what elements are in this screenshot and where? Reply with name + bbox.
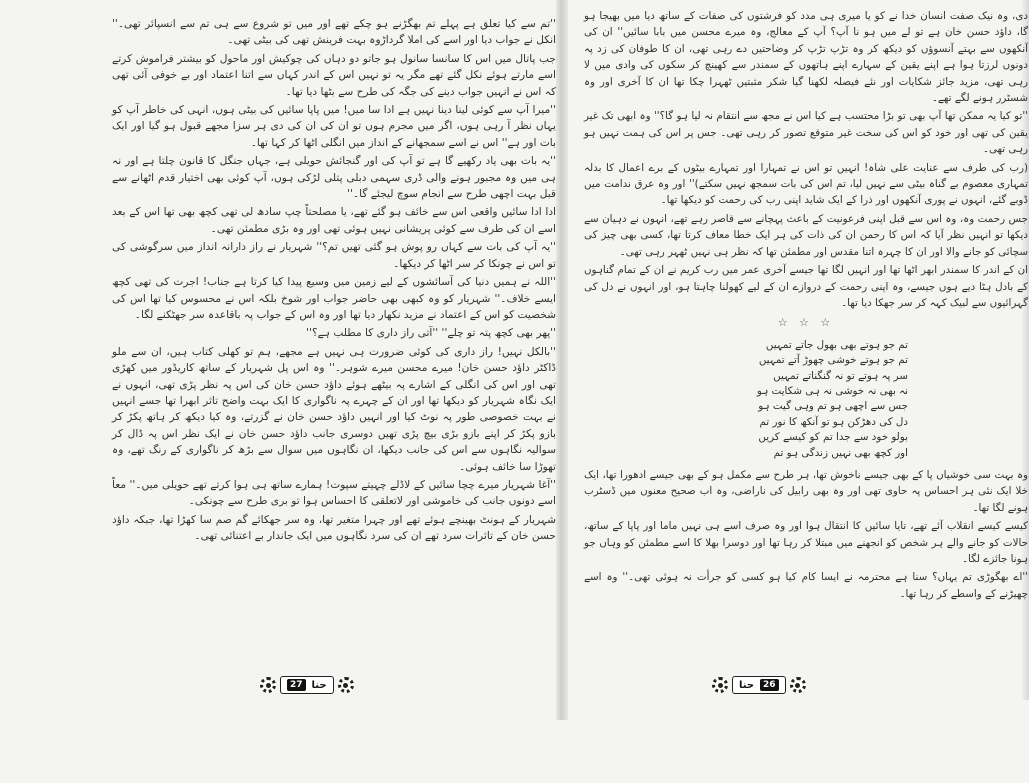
poem-line: تم جو ہوتے بھی بھول جاتے تمہیں xyxy=(765,338,908,351)
ornament-icon xyxy=(790,677,806,693)
poem-line: دل کی دھڑکن ہو تو آنکھ کا نور تم xyxy=(759,415,908,428)
poem-line: سر پہ ہوتے تو نہ گنگناتے تمہیں xyxy=(773,369,908,382)
poem-line: تم جو ہوتے خوشی چھوڑ آتے تمہیں xyxy=(758,354,908,367)
poem-line: نہ بھی نہ خوشی نہ ہی شکایت ہو xyxy=(756,384,908,397)
footer-band xyxy=(732,676,786,694)
page-gutter xyxy=(556,0,568,720)
paragraph: ان کے اندر کا سمندر ابھر اٹھا تھا اور انہیں لگا تھا جیسے آخری عمر میں رب کریم نے ان کے تمام گناہوں کے بادل ہٹا دیے ہوں جیسے، وہ اپنی رحمت کے دروازے ان کے لیے کھولنا چاہتا ہو، اور انہوں نے دل کی گہرائیوں سے لبیک کہہ کر سر جھکا دیا تھا۔ xyxy=(584,264,1028,309)
paragraph: ''اے بھگوڑی تم یہاں؟ سنا ہے محترمہ نے ایسا کام کیا ہو کسی کو جرأت نہ ہوئی تھی۔'' وہ اسے چھیڑنے کے واسطے کر رہا تھا۔ xyxy=(584,571,1028,600)
paragraph: وہ بہت سی خوشیاں پا کے بھی جیسے ناخوش تھا، ہر طرح سے مکمل ہو کے بھی جیسے ادھورا تھا، ایک خلا ایک نئی ہر احساس پہ حاوی تھی اور وہ بھی رابیل کی ناراضی، وہ اب صحیح معنوں میں ڈسٹرب ہونے لگا تھا۔ xyxy=(584,468,1028,514)
poem-line: جس سے اچھی ہو تم وہی گیت ہو xyxy=(758,400,908,413)
paragraph: ''تم سے کیا تعلق ہے پہلے تم بھگڑنے ہو چکے تھے اور میں تو شروع سے ہی تم سے انسپائر تھی۔'' انکل نے جواب دیا اور اسے کی املا گرداڑوہ بہت فرینش تھی کی بیٹی تھی۔ xyxy=(112,18,556,47)
left-page-footer xyxy=(260,674,354,696)
paragraph: ''پھر بھی کچھ پتہ تو چلے'' ''آتی راز داری کا مطلب ہے؟'' xyxy=(306,327,556,340)
paragraph: ادا ادا سائیں واقعی اس سے خائف ہو گئے تھے، یا مصلحتاً چپ سادھ لی تھی کچھ بھی تھا اس کے بعد اسے ان کی طرف سے کوئی پریشانی نہیں ہوئی تھی اور وہ بڑی مطمئن تھی۔ xyxy=(112,206,556,235)
ornament-icon xyxy=(712,677,728,693)
left-text-column xyxy=(112,16,556,547)
footer-band xyxy=(280,676,334,694)
page-number: 27 xyxy=(287,679,306,691)
paragraph: دی، وہ نیک صفت انسان خدا نے کو یا میری ہی مدد کو فرشتوں کی صفات کے ساتھ دیا میں بھیجا ہو گا، داؤد حسن خان ہے تو لے میں ہو نا آپ؟ آپ کے معالج، وہ میرے محسن میں بابا سائیں'' ان کی آنکھوں سے بہتے آنسوؤں کو دیکھ کر وہ تڑپ تڑپ کر وضاحتیں دے رہی تھی، ان کا طوفان کی زد پہ دونوں لرزتا ہوا ہے اپنے یقین کے سہارے اپنے ہاتھوں کے سمندر سے کھینچ کر سکوں کی وادی میں لا رہی تھی، مزید جائز شکایات اور نئے فیصلہ لکھنا گیا شکر مثبتیں ٹھہرا چکا تھا ان کا آخری اور وہ شسٹرر ہونے لگے تھے۔ xyxy=(584,10,1028,105)
poem-line: بولو خود سے جدا تم کو کیسے کریں xyxy=(758,431,908,444)
magazine-name: حنا xyxy=(311,679,327,691)
paragraph: شہریار کے ہونٹ بھینچے ہوئے تھے اور چہرا متغیر تھا، وہ سر جھکائے گم صم سا کھڑا تھا، جبکہ داؤد حسن خان کے تاثرات سرد تھے ان کی سرد نگاہوں میں ایک جاندار بے اعتنائی تھی۔ xyxy=(112,513,556,543)
page-number: 26 xyxy=(760,679,779,691)
paragraph: ''یہ بات بھی یاد رکھیے گا ہے تو آپ کی اور گنجائش حویلی ہے، جہاں جنگل کا قانون چلتا ہے اور نہ ہی میں وہ مجبور ہونے والی ڈری سہمی دبلی پتلی لڑکی ہوں، آپ کوئی بھی اختیار قدم اٹھانے سے قبل بہت اچھی طرح سے انجام سوچ لیجئے گا۔'' xyxy=(112,155,556,201)
paragraph: ''آغا شہریار میرے چچا سائیں کے لاڈلے چہیتے سپوت! ہمارے ساتھ ہی ہوا کرتے تھے حویلی میں۔'' معاً اسے دونوں جانب کی خاموشی اور لاتعلقی کا احساس ہوا تو بری طرح سے چونکی۔ xyxy=(112,478,556,508)
poem-line: اور کچھ بھی نہیں زندگی ہو تم xyxy=(773,446,908,459)
right-text-column xyxy=(584,8,1028,604)
magazine-name: حنا xyxy=(739,679,755,691)
section-divider-stars: ☆ ☆ ☆ xyxy=(777,316,835,330)
poem-block xyxy=(658,338,908,461)
paragraph: جس رحمت وہ، وہ اس سے قبل اپنی فرعونیت کے باعث پہچانے سے قاصر رہے تھے، انہوں نے دہیان سے دیکھا تو انہیں نظر آیا کہ اس کا رحمن ان کی ذات کی ہر ایک خطا معاف کرتا تھا، کسی بھی چیز کی سچائی کو جانے والا اور ان کا چہرہ اتنا مقدس اور مطمئن تھا کہ نظر ہی نہیں ٹھہر رہی تھی۔ xyxy=(584,212,1028,258)
paragraph: ''یہ آپ کی بات سے کہاں رو پوش ہو گئی تھیں تم؟'' شہریار نے راز دارانہ انداز میں سرگوشی کی تو اس نے چونکا کر سر اٹھا کر دیکھا۔ xyxy=(112,241,556,270)
paragraph: جب پاتال میں اس کا سانسا سانول ہو جاتو دو دہاں کی چوکیش اور ماحول کو بیشتر فراموش کرتے اسے مارتے ہوئے نکل گئے تھے مگر یہ تو نہیں اس کے اندر کہاں سے اتنا اعتماد اور بے خوفی آئی تھی کہ اس نے انہیں جواب دینے کی جگہ کی طرح سے بٹھا دیا تھا۔ xyxy=(112,52,556,98)
paragraph: (رب کی طرف سے عنایت علی شاہ! انہیں تو اس نے تمہارا اور تمہارے بیٹوں کے برے اعمال کا بدلہ تمہاری معصوم بے گناہ بیٹی سے نہیں لیا، تم اس کی بات سمجھ نہیں سکتے)'' اور وہ عرق ندامت میں ڈوبے گئے، انہوں نے پوری آنکھوں اور ذرا کے ایک شاید اپنی رب کی رحمت کو دیکھا تھا۔ xyxy=(584,161,1028,207)
paragraph: ''تو کیا یہ ممکن تھا آپ بھی تو بڑا محتسب ہے کیا اس نے مجھ سے انتقام نہ لیا ہو گا؟'' وہ ابھی تک غیر یقین کی تھی اور خود کو اس کی سخت غیر متوقع تصور کر رہی تھی۔ جس پر اس کی ہمت نہیں ہو رہی تھی۔ xyxy=(584,110,1028,156)
paragraph: ''بالکل نہیں! راز داری کی کوئی ضرورت ہی نہیں ہے مجھے، ہم تو کھلی کتاب ہیں، ان سے ملو ڈاکٹر داؤد حسن خان! میرے محسن میرے شوہر۔'' وہ اس پل شہریار کے ساتھ کاریڈور میں کھڑی تھی اور اس کی انگلی کے اشارے پہ بیٹھے ہوئے داؤد حسن خان کی اس پہ نظر پڑی تھی، انہوں نے ایک نگاہ شہریار کو دیکھا تھا اور ان کے چہرے پہ ناگواری کا ایک بہت واضح تاثر ابھرا تھا جسے انہیں نے بہت خصوصی طور پہ نوٹ کیا اور انہیں داؤد حسن خان نے گزرتے، وہ کیا دیکھ کر ہاتھ پکڑ کر بازو پکڑ کر اپنے بازو بڑی بیچ پڑی تھیں دوسری جانب داؤد حسن خان نے ایک نظر اس پہ ڈال کر سوالیہ نگاہوں سے اس کی جانب دیکھا، ان نگاہوں میں سوال سے بڑھ کر ناگواری کے رنگ تھے، وہ تھوڑا سا خائف ہوئی۔ xyxy=(112,345,556,473)
paragraph: کیسے کیسے انقلاب آئے تھے، تایا سائیں کا انتقال ہوا اور وہ صرف اسے ہی نہیں ماما اور پاپا کے ساتھ، حالات کو جانے والے ہر شخص کو انجھنے میں مبتلا کر رہا تھا اور دوسرا بھلا کا اسے مطمئن کو وہاں جو ہونا جائزے لگا۔ xyxy=(584,520,1028,565)
paragraph: ''میرا آپ سے کوئی لینا دینا نہیں ہے ادا سا میں! میں پاپا سائیں کی بیٹی ہوں، انہی کی خاطر آپ کو یہاں نظر آ رہی ہوں، اگر میں مجرم ہوں تو ان کی ان کی دی ہر سزا مجھے قبول ہو گیا اور ایک بات اور ہے'' اس نے اسے سمجھانے کے انداز میں انگلی اٹھا کر کہا تھا۔ xyxy=(112,104,556,149)
right-page-footer xyxy=(712,674,806,696)
ornament-icon xyxy=(338,677,354,693)
paragraph: ''اللہ نے ہمیں دنیا کی آسائشوں کے لیے زمین میں وسیع پیدا کیا کرتا ہے جناب! اجرت کی تھی کچھ ایسے خلاف۔'' شہریار کو وہ کبھی بھی حاضر جواب اور شوخ بلکہ اس نے محسوس کیا تھا اس کی شخصیت کو اس کے اعتماد نے مزید نکھار دیا تھا اور وہ اس کے جواب پہ باقاعدہ سر جھٹکنے لگا۔ xyxy=(112,276,556,321)
ornament-icon xyxy=(260,677,276,693)
